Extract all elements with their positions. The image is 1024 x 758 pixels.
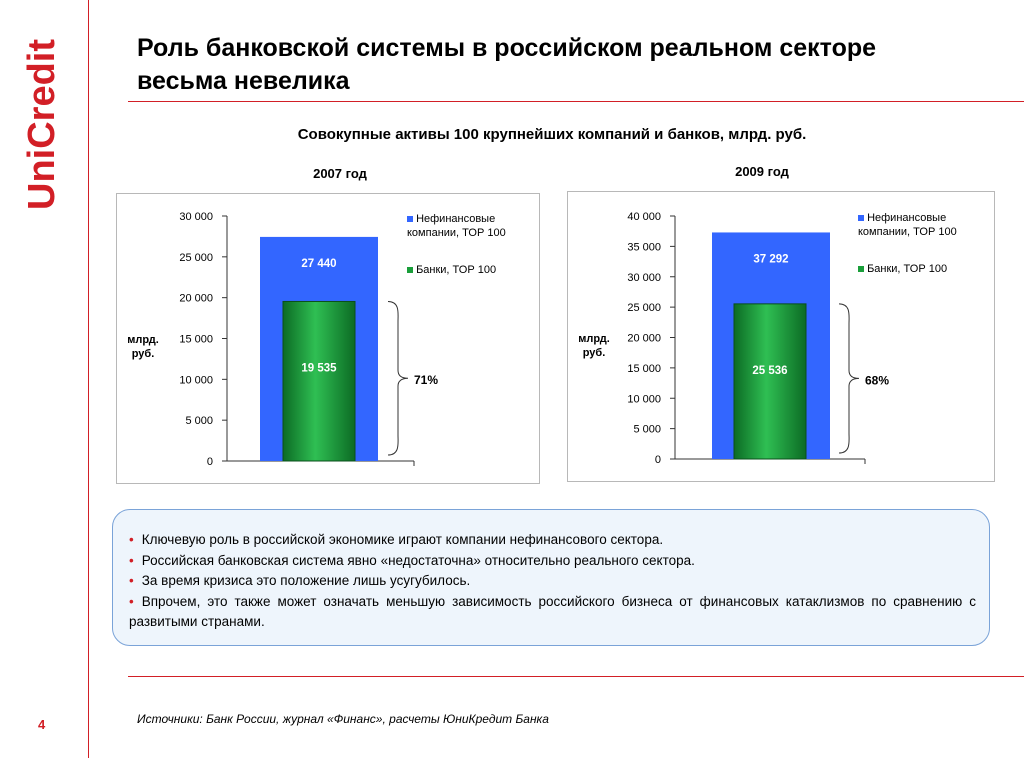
y-tick-label: 20 000 [179,292,213,305]
title-line-2: весьма невелика [137,67,350,95]
list-item: • Российская банковская система явно «недостаточна» относительно реального сектора. [129,551,976,572]
legend-swatch-nonfin [858,215,864,221]
y-tick-label: 15 000 [179,333,213,346]
title-divider [128,101,1024,102]
chart-2009-ylabel: млрд. руб. [578,333,610,359]
title-line-1: Роль банковской системы в российском реальном секторе [137,34,877,62]
chart-2009-title: 2009 год [735,164,789,179]
legend-label-nonfin: Нефинансовые компании, ТОР 100 [858,212,957,238]
bar-label-banks: 25 536 [752,364,788,377]
legend-swatch-banks [407,267,413,273]
page-number: 4 [38,717,46,732]
y-tick-label: 30 000 [179,211,213,223]
y-tick-label: 20 000 [627,332,661,345]
share-annotation: 71% [414,373,439,388]
chart-subtitle: Совокупные активы 100 крупнейших компаний и банков, млрд. руб. [297,126,807,143]
left-red-rule [88,0,89,758]
list-item: • За время кризиса это положение лишь усугубилось. [129,571,976,592]
bar-label-nonfinancial: 37 292 [753,253,789,266]
key-points-box [112,509,990,646]
y-tick-label: 15 000 [627,362,661,375]
y-tick-label: 0 [654,454,661,466]
y-tick-label: 10 000 [179,374,213,387]
chart-2007-ylabel: млрд. руб. [127,334,159,360]
chart-2009-legend-nonfin [858,211,983,239]
y-tick-label: 5 000 [633,423,661,436]
y-tick-label: 30 000 [627,271,661,284]
share-brace [388,301,408,455]
bar-label-nonfinancial: 27 440 [301,257,337,270]
chart-2009-legend-banks [858,262,983,276]
unicredit-logo [4,30,74,220]
bar-label-banks: 19 535 [301,362,337,375]
chart-2007-legend-nonfin [407,212,532,240]
bar-banks [283,301,355,461]
legend-swatch-banks [858,266,864,272]
legend-label-nonfin: Нефинансовые компании, ТОР 100 [407,213,506,239]
list-item: • Впрочем, это также может означать меньшую зависимость российского бизнеса от финансовых катаклизмов по сравнению с развитыми странами. [129,592,976,633]
legend-label-banks: Банки, ТОР 100 [416,264,497,276]
y-tick-label: 25 000 [627,302,661,315]
footer-divider [128,676,1024,677]
share-brace [839,304,859,453]
key-points-list [129,530,976,633]
y-tick-label: 25 000 [179,251,213,264]
legend-swatch-nonfin [407,216,413,222]
y-tick-label: 35 000 [627,241,661,254]
chart-2007-legend-banks [407,263,532,277]
svg-text:UniCredit: UniCredit [21,39,63,210]
legend-label-banks: Банки, ТОР 100 [867,263,948,275]
chart-2007-panel [116,193,540,484]
chart-2007-title: 2007 год [313,166,367,181]
source-note: Источники: Банк России, журнал «Финанс», расчеты ЮниКредит Банка [137,712,549,726]
y-tick-label: 40 000 [627,211,661,223]
share-annotation: 68% [865,373,890,388]
bar-banks [734,304,806,459]
y-tick-label: 10 000 [627,393,661,406]
chart-2009-panel [567,191,995,482]
list-item: • Ключевую роль в российской экономике играют компании нефинансового сектора. [129,530,976,551]
y-tick-label: 5 000 [185,415,213,428]
slide-title [137,32,987,98]
y-tick-label: 0 [206,456,213,468]
